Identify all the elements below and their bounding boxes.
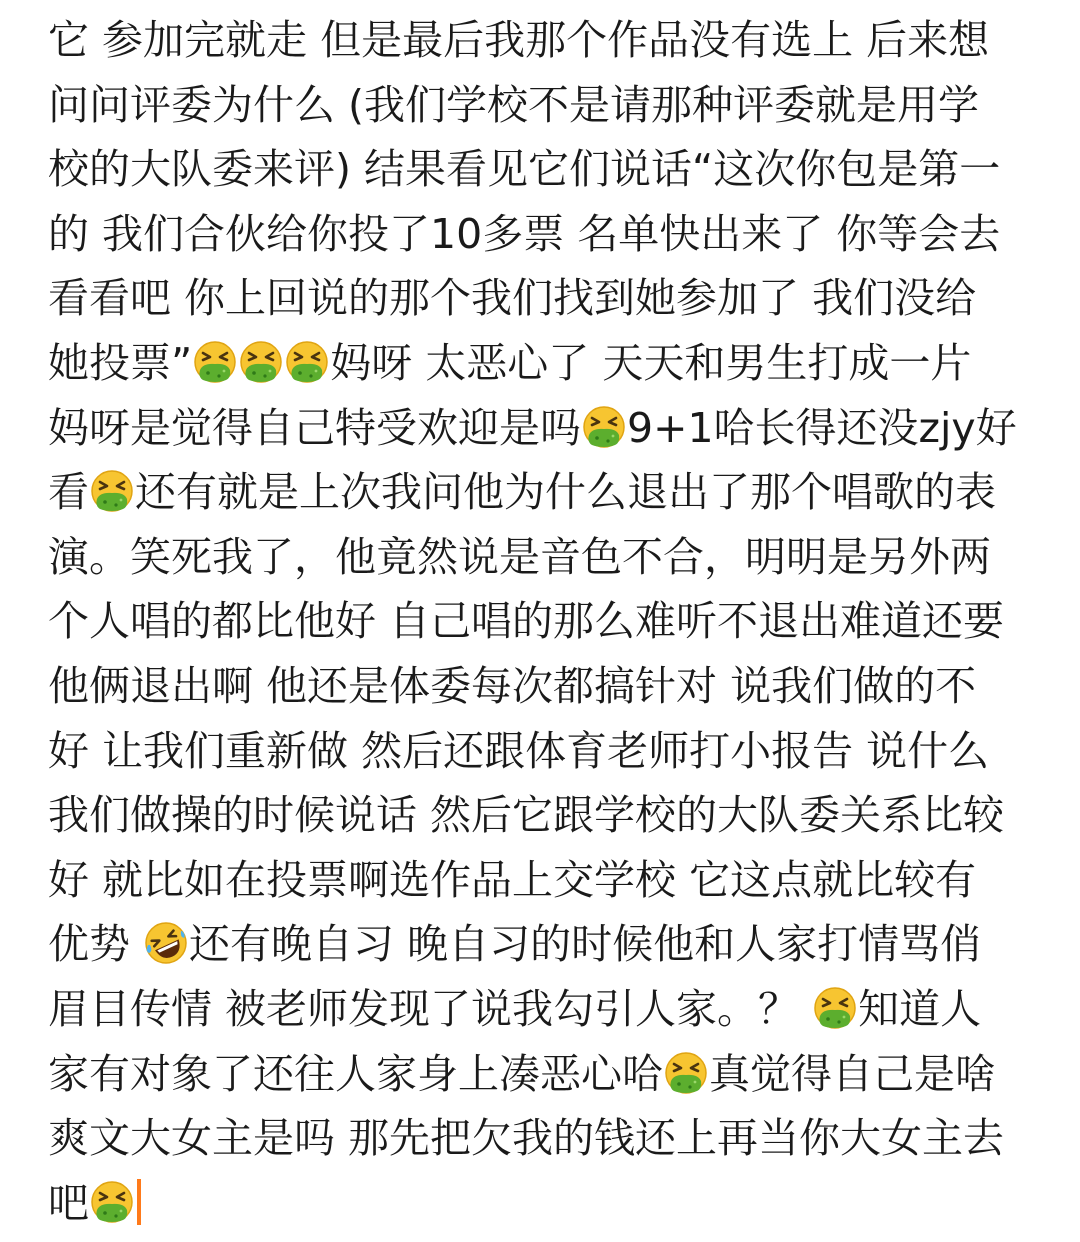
text-line — [48, 137, 1038, 202]
text-segment: 演。笑死我了，他竟然说是音色不合，明明是另外两 — [48, 532, 991, 581]
text-line — [48, 460, 1038, 525]
face-vomiting-icon — [664, 1049, 708, 1093]
face-vomiting-icon — [193, 338, 237, 382]
text-segment: 真觉得自己是啥 — [709, 1049, 996, 1098]
text-line — [48, 1106, 1038, 1171]
text-line — [48, 654, 1038, 719]
text-segment: 它 参加完就走 但是最后我那个作品没有选上 后来想 — [48, 16, 990, 64]
post-body-text[interactable] — [48, 8, 1038, 1235]
text-segment: 好 让我们重新做 然后还跟体育老师打小报告 说什么 — [48, 726, 990, 775]
text-segment: 看 — [48, 468, 89, 517]
text-line — [48, 8, 1038, 73]
text-cursor — [137, 1179, 141, 1225]
text-line — [48, 331, 1038, 396]
text-line — [48, 719, 1038, 784]
text-segment: 9+1哈长得还没zjy好 — [627, 403, 1017, 452]
face-vomiting-icon — [239, 338, 283, 382]
text-line — [48, 1042, 1038, 1107]
text-line — [48, 912, 1038, 977]
text-segment: 个人唱的都比他好 自己唱的那么难听不退出难道还要 — [48, 597, 1005, 646]
text-line — [48, 73, 1038, 138]
text-segment: 她投票” — [48, 338, 193, 387]
text-line — [48, 1171, 1038, 1236]
text-line — [48, 977, 1038, 1042]
face-vomiting-icon — [285, 338, 329, 382]
text-line — [48, 848, 1038, 913]
face-vomiting-icon — [813, 984, 857, 1028]
text-segment: 妈呀是觉得自己特受欢迎是吗 — [48, 403, 581, 452]
face-vomiting-icon — [90, 467, 134, 511]
text-segment: 好 就比如在投票啊选作品上交学校 它这点就比较有 — [48, 855, 977, 904]
text-segment: 知道人 — [858, 984, 982, 1033]
text-segment: 还有晚自习 晚自习的时候他和人家打情骂俏 — [189, 920, 982, 969]
text-line — [48, 202, 1038, 267]
text-segment: 问问评委为什么 (我们学校不是请那种评委就是用学 — [48, 80, 980, 129]
text-segment: 看看吧 你上回说的那个我们找到她参加了 我们没给 — [48, 274, 977, 323]
text-segment: 优势 — [48, 920, 144, 969]
text-segment: 我们做操的时候说话 然后它跟学校的大队委关系比较 — [48, 791, 1005, 840]
text-segment: 妈呀 太恶心了 天天和男生打成一片 — [330, 338, 972, 387]
text-line — [48, 396, 1038, 461]
text-segment: 吧 — [48, 1178, 89, 1227]
text-segment: 的 我们合伙给你投了10多票 名单快出来了 你等会去 — [48, 209, 1001, 258]
rolling-on-floor-laughing-icon — [144, 919, 188, 963]
face-vomiting-icon — [582, 403, 626, 447]
text-line — [48, 783, 1038, 848]
text-segment: 校的大队委来评) 结果看见它们说话“这次你包是第一 — [48, 145, 1001, 194]
text-segment: 还有就是上次我问他为什么退出了那个唱歌的表 — [135, 468, 996, 517]
text-segment: 眉目传情 被老师发现了说我勾引人家。？ — [48, 984, 813, 1033]
text-line — [48, 525, 1038, 590]
text-segment: 他俩退出啊 他还是体委每次都搞针对 说我们做的不 — [48, 661, 977, 710]
face-vomiting-icon — [90, 1178, 134, 1222]
text-segment: 家有对象了还往人家身上凑恶心哈 — [48, 1049, 663, 1098]
text-line — [48, 266, 1038, 331]
text-segment: 爽文大女主是吗 那先把欠我的钱还上再当你大女主去 — [48, 1114, 1005, 1163]
text-line — [48, 589, 1038, 654]
